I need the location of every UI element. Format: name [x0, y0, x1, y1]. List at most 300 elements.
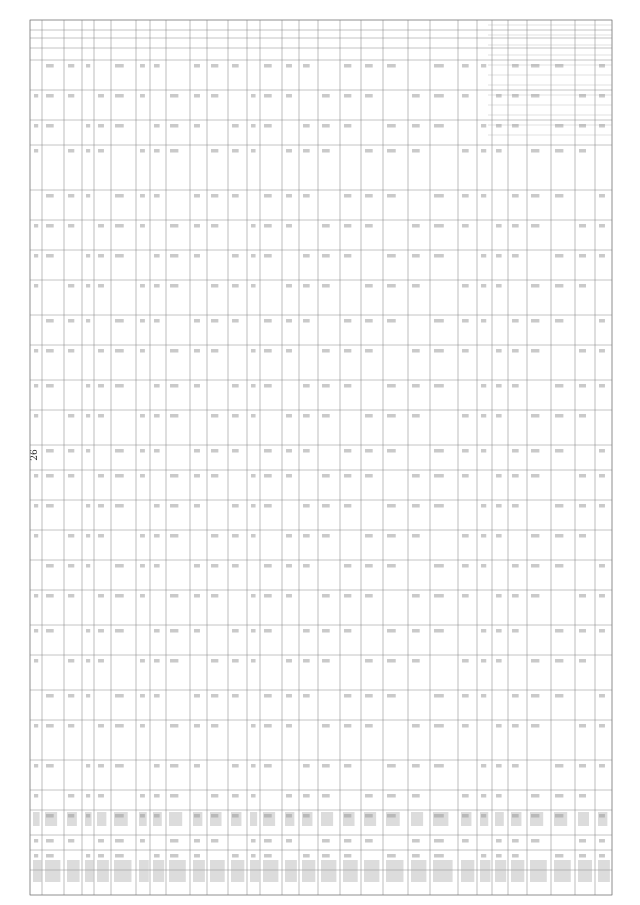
- cell-mark-5-4: [115, 194, 124, 198]
- cell-mark-20-21: [412, 724, 420, 728]
- cell-mark-22-16: [462, 564, 469, 568]
- cell-mark-17-2: [344, 124, 351, 128]
- cell-mark-0-2: [34, 124, 38, 128]
- cell-mark-9-18: [194, 629, 200, 633]
- cell-mark-7-3: [154, 149, 160, 153]
- cell-mark-18-11: [365, 414, 373, 418]
- desc-block-22: [461, 860, 474, 882]
- cell-mark-19-6: [387, 254, 396, 258]
- cell-mark-22-19: [462, 659, 469, 663]
- sub-desc-block-12: [250, 812, 257, 826]
- cell-mark-29-4: [599, 194, 605, 198]
- cell-mark-4-14: [98, 504, 104, 508]
- cell-mark-3-16: [86, 564, 90, 568]
- cell-mark-1-26: [46, 854, 54, 858]
- cell-mark-11-18: [232, 629, 239, 633]
- cell-mark-0-26: [34, 854, 38, 858]
- cell-mark-26-1: [531, 94, 539, 98]
- cell-mark-4-2: [98, 124, 104, 128]
- cell-mark-6-19: [140, 659, 145, 663]
- cell-mark-28-25: [579, 839, 586, 843]
- cell-mark-16-18: [322, 629, 330, 633]
- cell-mark-11-15: [232, 534, 239, 538]
- cell-mark-6-12: [140, 449, 145, 453]
- cell-mark-29-14: [599, 504, 605, 508]
- cell-mark-11-6: [232, 254, 239, 258]
- cell-mark-16-7: [322, 284, 330, 288]
- cell-mark-21-13: [434, 474, 444, 478]
- cell-mark-24-22: [496, 764, 502, 768]
- cell-mark-4-21: [98, 724, 104, 728]
- cell-mark-3-4: [86, 194, 90, 198]
- cell-mark-10-12: [211, 449, 218, 453]
- cell-mark-29-17: [599, 594, 605, 598]
- cell-mark-9-26: [194, 854, 200, 858]
- cell-mark-13-13: [264, 474, 272, 478]
- cell-mark-20-23: [412, 794, 420, 798]
- cell-mark-24-1: [496, 94, 502, 98]
- cell-mark-23-6: [481, 254, 486, 258]
- cell-mark-28-15: [579, 534, 586, 538]
- desc-block-3: [85, 860, 93, 882]
- cell-mark-19-12: [387, 449, 396, 453]
- cell-mark-3-3: [86, 149, 90, 153]
- cell-mark-3-23: [86, 794, 90, 798]
- cell-mark-8-1: [170, 94, 178, 98]
- cell-mark-8-9: [170, 349, 178, 353]
- cell-mark-0-11: [34, 414, 38, 418]
- cell-mark-0-7: [34, 284, 38, 288]
- cell-mark-22-25: [462, 839, 469, 843]
- cell-mark-0-15: [34, 534, 38, 538]
- cell-mark-1-6: [46, 254, 54, 258]
- cell-mark-15-11: [303, 414, 310, 418]
- cell-mark-3-0: [86, 64, 90, 68]
- cell-mark-23-20: [481, 694, 486, 698]
- cell-mark-13-6: [264, 254, 272, 258]
- cell-mark-25-21: [512, 724, 519, 728]
- sub-desc-block-21: [433, 812, 448, 826]
- cell-mark-4-9: [98, 349, 104, 353]
- cell-mark-5-18: [115, 629, 124, 633]
- cell-mark-24-10: [496, 384, 502, 388]
- cell-mark-22-4: [462, 194, 469, 198]
- cell-mark-20-25: [412, 839, 420, 843]
- cell-mark-24-19: [496, 659, 502, 663]
- cell-mark-1-9: [46, 349, 54, 353]
- cell-mark-12-11: [251, 414, 256, 418]
- cell-mark-22-13: [462, 474, 469, 478]
- cell-mark-1-12: [46, 449, 54, 453]
- cell-mark-20-17: [412, 594, 420, 598]
- sub-desc-block-10: [210, 812, 222, 826]
- cell-mark-22-7: [462, 284, 469, 288]
- cell-mark-15-3: [303, 149, 310, 153]
- cell-mark-18-7: [365, 284, 373, 288]
- cell-mark-20-19: [412, 659, 420, 663]
- cell-mark-3-6: [86, 254, 90, 258]
- cell-mark-26-7: [531, 284, 539, 288]
- cell-mark-8-6: [170, 254, 178, 258]
- cell-mark-28-6: [579, 254, 586, 258]
- cell-mark-23-19: [481, 659, 486, 663]
- cell-mark-10-7: [211, 284, 218, 288]
- cell-mark-17-12: [344, 449, 351, 453]
- cell-mark-21-16: [434, 564, 444, 568]
- cell-mark-6-9: [140, 349, 145, 353]
- cell-mark-12-26: [251, 854, 256, 858]
- cell-mark-23-7: [481, 284, 486, 288]
- cell-mark-3-22: [86, 764, 90, 768]
- cell-mark-19-7: [387, 284, 396, 288]
- cell-mark-17-0: [344, 64, 351, 68]
- cell-mark-8-26: [170, 854, 178, 858]
- cell-mark-11-10: [232, 384, 239, 388]
- cell-mark-16-6: [322, 254, 330, 258]
- cell-mark-8-14: [170, 504, 178, 508]
- cell-mark-9-8: [194, 319, 200, 323]
- cell-mark-18-21: [365, 724, 373, 728]
- cell-mark-0-19: [34, 659, 38, 663]
- desc-block-2: [67, 860, 80, 882]
- desc-block-14: [285, 860, 297, 882]
- cell-mark-17-22: [344, 764, 351, 768]
- cell-mark-14-13: [286, 474, 292, 478]
- cell-mark-13-17: [264, 594, 272, 598]
- desc-block-11: [231, 860, 244, 882]
- cell-mark-15-18: [303, 629, 310, 633]
- cell-mark-2-8: [68, 319, 74, 323]
- cell-mark-22-21: [462, 724, 469, 728]
- cell-mark-14-23: [286, 794, 292, 798]
- sub-desc-block-26: [530, 812, 543, 826]
- cell-mark-7-10: [154, 384, 160, 388]
- cell-mark-15-22: [303, 764, 310, 768]
- cell-mark-14-5: [286, 224, 292, 228]
- cell-mark-18-20: [365, 694, 373, 698]
- cell-mark-7-0: [154, 64, 160, 68]
- cell-mark-7-18: [154, 629, 160, 633]
- cell-mark-18-8: [365, 319, 373, 323]
- cell-mark-1-1: [46, 94, 54, 98]
- cell-mark-12-14: [251, 504, 256, 508]
- cell-mark-21-8: [434, 319, 444, 323]
- cell-mark-3-8: [86, 319, 90, 323]
- cell-mark-8-25: [170, 839, 178, 843]
- sub-desc-block-28: [578, 812, 589, 826]
- cell-mark-19-4: [387, 194, 396, 198]
- cell-mark-7-14: [154, 504, 160, 508]
- cell-mark-5-16: [115, 564, 124, 568]
- cell-mark-29-5: [599, 224, 605, 228]
- cell-mark-18-17: [365, 594, 373, 598]
- cell-mark-29-0: [599, 64, 605, 68]
- cell-mark-1-16: [46, 564, 54, 568]
- cell-mark-28-11: [579, 414, 586, 418]
- cell-mark-3-20: [86, 694, 90, 698]
- cell-mark-17-4: [344, 194, 351, 198]
- cell-mark-26-15: [531, 534, 539, 538]
- cell-mark-29-8: [599, 319, 605, 323]
- desc-block-6: [139, 860, 149, 882]
- cell-mark-1-21: [46, 724, 54, 728]
- sub-desc-block-19: [386, 812, 400, 826]
- cell-mark-4-7: [98, 284, 104, 288]
- cell-mark-25-14: [512, 504, 519, 508]
- cell-mark-12-3: [251, 149, 256, 153]
- cell-mark-22-0: [462, 64, 469, 68]
- cell-mark-4-25: [98, 839, 104, 843]
- desc-block-9: [193, 860, 205, 882]
- cell-mark-5-8: [115, 319, 124, 323]
- cell-mark-6-5: [140, 224, 145, 228]
- cell-mark-23-15: [481, 534, 486, 538]
- cell-mark-6-23: [140, 794, 145, 798]
- cell-mark-17-18: [344, 629, 351, 633]
- cell-mark-20-6: [412, 254, 420, 258]
- cell-mark-2-16: [68, 564, 74, 568]
- cell-mark-25-6: [512, 254, 519, 258]
- cell-mark-10-19: [211, 659, 218, 663]
- cell-mark-29-9: [599, 349, 605, 353]
- cell-mark-0-23: [34, 794, 38, 798]
- cell-mark-8-7: [170, 284, 178, 288]
- cell-mark-26-9: [531, 349, 539, 353]
- sub-desc-block-2: [67, 812, 77, 826]
- cell-mark-27-15: [555, 534, 563, 538]
- cell-mark-18-16: [365, 564, 373, 568]
- cell-mark-1-20: [46, 694, 54, 698]
- cell-mark-6-4: [140, 194, 145, 198]
- cell-mark-10-17: [211, 594, 218, 598]
- cell-mark-4-26: [98, 854, 104, 858]
- cell-mark-4-1: [98, 94, 104, 98]
- cell-mark-6-7: [140, 284, 145, 288]
- cell-mark-13-16: [264, 564, 272, 568]
- cell-mark-17-20: [344, 694, 351, 698]
- cell-mark-13-22: [264, 764, 272, 768]
- cell-mark-27-7: [555, 284, 563, 288]
- cell-mark-0-10: [34, 384, 38, 388]
- desc-block-8: [169, 860, 186, 882]
- cell-mark-16-25: [322, 839, 330, 843]
- cell-mark-26-0: [531, 64, 539, 68]
- cell-mark-0-1: [34, 94, 38, 98]
- sub-desc-block-1: [45, 812, 57, 826]
- cell-mark-26-21: [531, 724, 539, 728]
- cell-mark-6-13: [140, 474, 145, 478]
- cell-mark-16-2: [322, 124, 330, 128]
- cell-mark-18-5: [365, 224, 373, 228]
- cell-mark-27-11: [555, 414, 563, 418]
- desc-block-15: [302, 860, 315, 882]
- cell-mark-2-4: [68, 194, 74, 198]
- cell-mark-2-21: [68, 724, 74, 728]
- cell-mark-27-12: [555, 449, 563, 453]
- cell-mark-14-20: [286, 694, 292, 698]
- cell-mark-29-25: [599, 839, 605, 843]
- cell-mark-19-14: [387, 504, 396, 508]
- cell-mark-6-11: [140, 414, 145, 418]
- sub-desc-block-17: [343, 812, 355, 826]
- cell-mark-4-6: [98, 254, 104, 258]
- cell-mark-8-23: [170, 794, 178, 798]
- cell-mark-26-13: [531, 474, 539, 478]
- cell-mark-2-0: [68, 64, 74, 68]
- cell-mark-22-15: [462, 534, 469, 538]
- desc-block-29: [598, 860, 610, 882]
- cell-mark-18-0: [365, 64, 373, 68]
- sub-desc-block-15: [302, 812, 312, 826]
- cell-mark-5-25: [115, 839, 124, 843]
- cell-mark-12-19: [251, 659, 256, 663]
- cell-mark-21-12: [434, 449, 444, 453]
- cell-mark-15-4: [303, 194, 310, 198]
- cell-mark-4-5: [98, 224, 104, 228]
- cell-mark-28-7: [579, 284, 586, 288]
- cell-mark-4-10: [98, 384, 104, 388]
- cell-mark-23-11: [481, 414, 486, 418]
- cell-mark-25-13: [512, 474, 519, 478]
- cell-mark-17-9: [344, 349, 351, 353]
- cell-mark-11-14: [232, 504, 239, 508]
- cell-mark-10-9: [211, 349, 218, 353]
- cell-mark-9-4: [194, 194, 200, 198]
- cell-mark-5-22: [115, 764, 124, 768]
- cell-mark-27-23: [555, 794, 563, 798]
- desc-block-13: [263, 860, 278, 882]
- cell-mark-8-17: [170, 594, 178, 598]
- cell-mark-15-10: [303, 384, 310, 388]
- cell-mark-16-23: [322, 794, 330, 798]
- cell-mark-17-16: [344, 564, 351, 568]
- cell-mark-26-17: [531, 594, 539, 598]
- cell-mark-11-12: [232, 449, 239, 453]
- cell-mark-21-4: [434, 194, 444, 198]
- cell-mark-22-9: [462, 349, 469, 353]
- cell-mark-29-1: [599, 94, 605, 98]
- cell-mark-29-2: [599, 124, 605, 128]
- cell-mark-9-1: [194, 94, 200, 98]
- cell-mark-10-25: [211, 839, 218, 843]
- cell-mark-16-21: [322, 724, 330, 728]
- cell-mark-22-11: [462, 414, 469, 418]
- cell-mark-14-19: [286, 659, 292, 663]
- cell-mark-29-26: [599, 854, 605, 858]
- cell-mark-11-19: [232, 659, 239, 663]
- cell-mark-14-16: [286, 564, 292, 568]
- cell-mark-1-13: [46, 474, 54, 478]
- cell-mark-28-9: [579, 349, 586, 353]
- cell-mark-11-2: [232, 124, 239, 128]
- cell-mark-25-0: [512, 64, 519, 68]
- cell-mark-6-3: [140, 149, 145, 153]
- cell-mark-14-21: [286, 724, 292, 728]
- cell-mark-10-15: [211, 534, 218, 538]
- sub-desc-block-11: [231, 812, 241, 826]
- cell-mark-17-17: [344, 594, 351, 598]
- cell-mark-22-8: [462, 319, 469, 323]
- cell-mark-19-26: [387, 854, 396, 858]
- cell-mark-27-6: [555, 254, 563, 258]
- cell-mark-3-11: [86, 414, 90, 418]
- cell-mark-22-12: [462, 449, 469, 453]
- cell-mark-19-22: [387, 764, 396, 768]
- cell-mark-20-7: [412, 284, 420, 288]
- cell-mark-1-14: [46, 504, 54, 508]
- cell-mark-10-21: [211, 724, 218, 728]
- cell-mark-27-2: [555, 124, 563, 128]
- cell-mark-7-2: [154, 124, 160, 128]
- cell-mark-25-26: [512, 854, 519, 858]
- cell-mark-26-20: [531, 694, 539, 698]
- cell-mark-28-3: [579, 149, 586, 153]
- cell-mark-7-26: [154, 854, 160, 858]
- cell-mark-13-12: [264, 449, 272, 453]
- cell-mark-5-14: [115, 504, 124, 508]
- cell-mark-0-17: [34, 594, 38, 598]
- table-frame: [30, 20, 612, 895]
- desc-block-7: [153, 860, 164, 882]
- cell-mark-24-9: [496, 349, 502, 353]
- cell-mark-1-4: [46, 194, 54, 198]
- cell-mark-24-6: [496, 254, 502, 258]
- cell-mark-2-19: [68, 659, 74, 663]
- cell-mark-6-17: [140, 594, 145, 598]
- desc-block-23: [480, 860, 491, 882]
- cell-mark-12-2: [251, 124, 256, 128]
- cell-mark-19-16: [387, 564, 396, 568]
- cell-mark-16-9: [322, 349, 330, 353]
- cell-mark-21-0: [434, 64, 444, 68]
- cell-mark-16-14: [322, 504, 330, 508]
- cell-mark-5-0: [115, 64, 124, 68]
- cell-mark-27-10: [555, 384, 563, 388]
- cell-mark-1-0: [46, 64, 54, 68]
- cell-mark-18-15: [365, 534, 373, 538]
- cell-mark-23-14: [481, 504, 486, 508]
- sub-desc-block-6: [139, 812, 147, 826]
- cell-mark-13-0: [264, 64, 272, 68]
- cell-mark-15-15: [303, 534, 310, 538]
- cell-mark-3-15: [86, 534, 90, 538]
- cell-mark-28-5: [579, 224, 586, 228]
- cell-mark-14-4: [286, 194, 292, 198]
- cell-mark-1-25: [46, 839, 54, 843]
- cell-mark-26-11: [531, 414, 539, 418]
- cell-mark-16-1: [322, 94, 330, 98]
- cell-mark-4-18: [98, 629, 104, 633]
- cell-mark-18-1: [365, 94, 373, 98]
- cell-mark-27-0: [555, 64, 563, 68]
- cell-mark-26-8: [531, 319, 539, 323]
- cell-mark-22-5: [462, 224, 469, 228]
- cell-mark-15-20: [303, 694, 310, 698]
- cell-mark-18-13: [365, 474, 373, 478]
- cell-mark-16-26: [322, 854, 330, 858]
- cell-mark-9-16: [194, 564, 200, 568]
- cell-mark-24-7: [496, 284, 502, 288]
- cell-mark-7-15: [154, 534, 160, 538]
- cell-mark-17-26: [344, 854, 351, 858]
- cell-mark-25-22: [512, 764, 519, 768]
- cell-mark-13-9: [264, 349, 272, 353]
- cell-mark-7-20: [154, 694, 160, 698]
- cell-mark-8-10: [170, 384, 178, 388]
- cell-mark-12-15: [251, 534, 256, 538]
- cell-mark-7-7: [154, 284, 160, 288]
- cell-mark-15-14: [303, 504, 310, 508]
